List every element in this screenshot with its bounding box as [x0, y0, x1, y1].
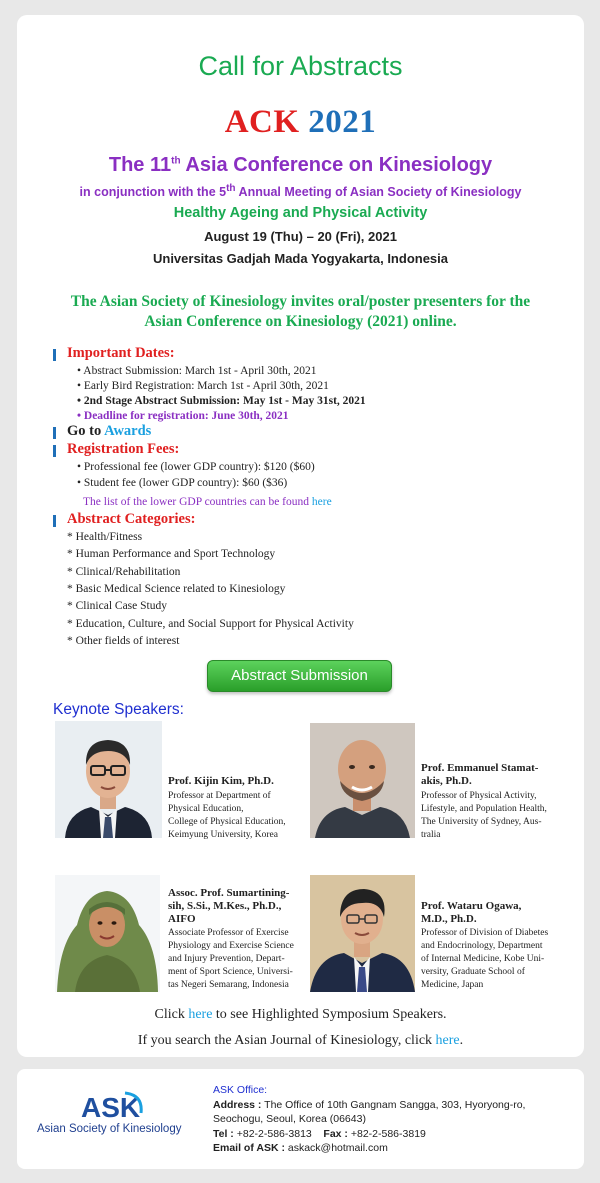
category-item: * Clinical/Rehabilitation	[67, 566, 181, 578]
section-bar	[53, 445, 56, 457]
office-label: ASK Office:	[213, 1084, 268, 1096]
main-card	[17, 15, 584, 1057]
speaker-affiliation: Professor at Department of Physical Education, College of Physical Education, Keimyung University, Korea	[168, 791, 286, 840]
symposium-speakers-line: Click here to see Highlighted Symposium Speakers.	[154, 1007, 447, 1022]
symposium-link[interactable]: here	[188, 1007, 213, 1022]
speaker-name: Prof. Kijin Kim, Ph.D.	[168, 775, 274, 787]
conference-dates: August 19 (Thu) – 20 (Fri), 2021	[204, 229, 397, 244]
fee-item: • Student fee (lower GDP country): $60 ($36)	[77, 477, 288, 489]
section-bar	[53, 515, 56, 527]
date-item: • 2nd Stage Abstract Submission: May 1st - May 31st, 2021	[77, 395, 366, 407]
speaker-affiliation: Professor of Division of Diabetes and Endocrinology, Department of Internal Medicine, Kobe Uni- versity, Graduate School of Medicine, Japan	[421, 928, 549, 990]
awards-link[interactable]: Awards	[104, 423, 152, 439]
abstract-categories-heading: Abstract Categories:	[67, 511, 196, 527]
abstract-submission-button[interactable]: Abstract Submission	[207, 660, 392, 692]
invitation-text: The Asian Society of Kinesiology invites oral/poster presenters for the Asian Conference on Kinesiology (2021) online.	[70, 293, 531, 330]
ask-logo-text: ASK	[81, 1092, 141, 1123]
speaker-name: Prof. Emmanuel Stamat- akis, Ph.D.	[421, 762, 539, 787]
email-line: Email of ASK : askack@hotmail.com	[213, 1142, 388, 1154]
gdp-list-link[interactable]: here	[311, 496, 332, 508]
conference-name: The 11th Asia Conference on Kinesiology	[108, 154, 493, 176]
speaker-photo-kim	[55, 721, 162, 838]
keynote-speakers-heading: Keynote Speakers:	[53, 701, 184, 718]
address-line-2: Seochogu, Seoul, Korea (06643)	[213, 1113, 366, 1125]
deadline-item: • Deadline for registration: June 30th, 2021	[77, 410, 289, 422]
address-line: Address : The Office of 10th Gangnam Sangga, 303, Hyoryong-ro,	[213, 1099, 526, 1111]
speaker-photo-sumartiningsih	[55, 875, 160, 992]
category-item: * Other fields of interest	[67, 635, 180, 647]
footer	[17, 1069, 584, 1169]
category-item: * Human Performance and Sport Technology	[67, 548, 276, 560]
speaker-name: Assoc. Prof. Sumartining- sih, S.Si., M.Kes., Ph.D., AIFO	[168, 887, 290, 925]
goto-awards: Go to Awards	[67, 423, 152, 439]
speaker-photo-ogawa	[310, 875, 415, 992]
date-item: • Abstract Submission: March 1st - April 30th, 2021	[77, 365, 317, 377]
ack-2021-logo	[17, 104, 584, 141]
email-link[interactable]: askack@hotmail.com	[284, 1142, 388, 1154]
date-item: • Early Bird Registration: March 1st - April 30th, 2021	[77, 380, 329, 392]
phone-line: Tel : +82-2-586-3813 Fax : +82-2-586-3819	[213, 1128, 426, 1140]
year-text: 2021	[308, 104, 377, 140]
important-dates-heading: Important Dates:	[67, 345, 175, 361]
registration-fees-heading: Registration Fees:	[67, 441, 180, 457]
conjunction-line: in conjunction with the 5th Annual Meeting of Asian Society of Kinesiology	[79, 183, 522, 200]
speaker-name: Prof. Wataru Ogawa, M.D., Ph.D.	[421, 900, 522, 925]
section-bar	[53, 427, 56, 439]
category-item: * Health/Fitness	[67, 531, 143, 543]
speaker-photo-stamatakis	[310, 723, 415, 838]
category-item: * Basic Medical Science related to Kinesiology	[67, 583, 286, 595]
section-bar	[53, 349, 56, 361]
conference-venue: Universitas Gadjah Mada Yogyakarta, Indonesia	[152, 251, 448, 266]
ack-text: ACK	[224, 104, 300, 140]
call-for-abstracts-title: Call for Abstracts	[198, 51, 403, 81]
speaker-affiliation: Associate Professor of Exercise Physiology and Exercise Science and Injury Prevention, Depart- ment of Sport Science, Universi- tas Negeri Semarang, Indonesia	[168, 928, 294, 990]
category-item: * Education, Culture, and Social Support for Physical Activity	[67, 618, 354, 630]
speaker-affiliation: Professor of Physical Activity, Lifestyle, and Population Health, The University of Sydney, Aus- tralia	[421, 791, 547, 840]
organization-name: Asian Society of Kinesiology	[37, 1123, 182, 1135]
gdp-note: The list of the lower GDP countries can be found here	[83, 496, 332, 508]
journal-line: If you search the Asian Journal of Kinesiology, click here.	[137, 1033, 464, 1048]
category-item: * Clinical Case Study	[67, 600, 167, 612]
conference-theme: Healthy Ageing and Physical Activity	[173, 205, 428, 221]
journal-link[interactable]: here	[435, 1033, 460, 1048]
fee-item: • Professional fee (lower GDP country): $120 ($60)	[77, 461, 315, 473]
